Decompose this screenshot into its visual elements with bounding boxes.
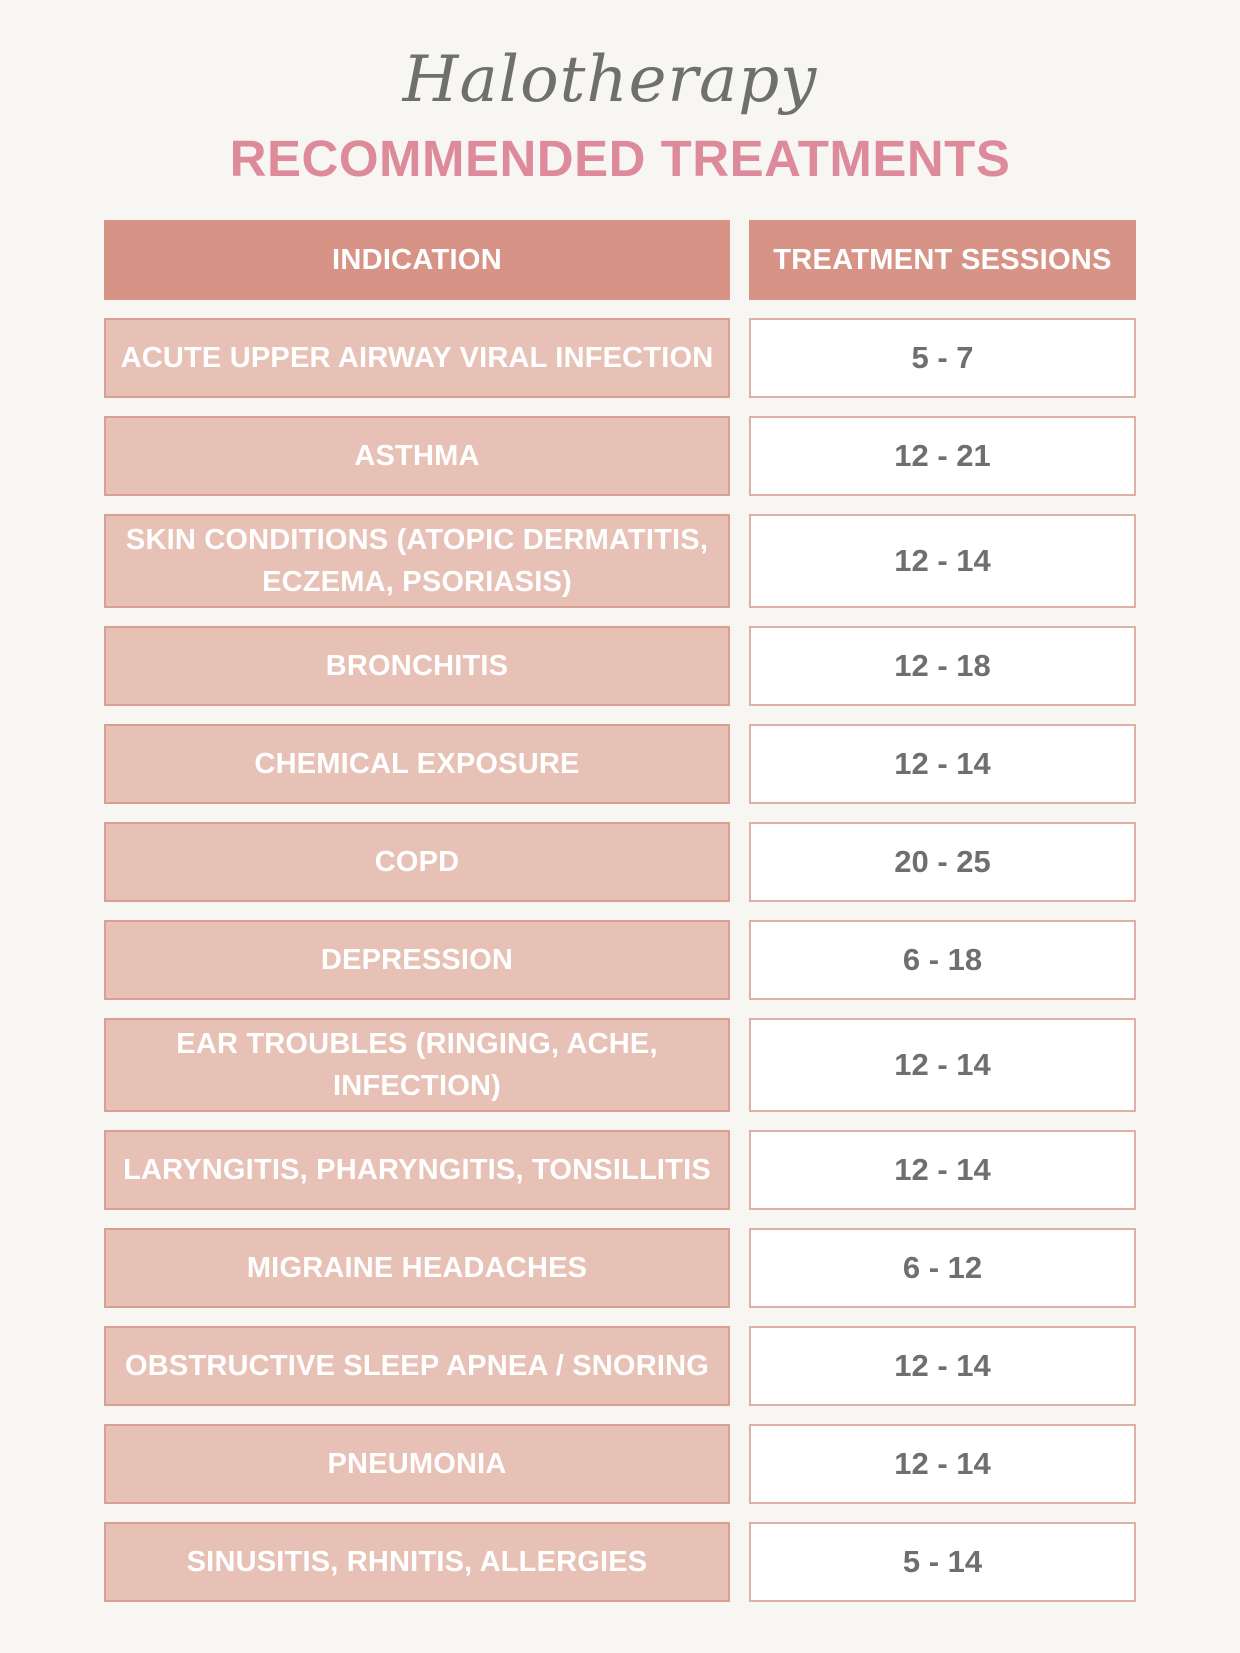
- sessions-cell: 6 - 12: [749, 1228, 1136, 1308]
- script-title: Halotherapy: [402, 43, 818, 117]
- sessions-cell: 5 - 14: [749, 1522, 1136, 1602]
- sessions-cell: 12 - 14: [749, 724, 1136, 804]
- sessions-cell: 12 - 14: [749, 514, 1136, 608]
- sessions-cell: 12 - 14: [749, 1018, 1136, 1112]
- indication-cell: SINUSITIS, RHNITIS, ALLERGIES: [104, 1522, 730, 1602]
- treatments-table: [104, 220, 1136, 1620]
- sessions-cell: 12 - 18: [749, 626, 1136, 706]
- indication-cell: PNEUMONIA: [104, 1424, 730, 1504]
- column-header-sessions: TREATMENT SESSIONS: [749, 220, 1136, 300]
- table-row: [104, 318, 1136, 398]
- table-row: [104, 822, 1136, 902]
- indication-cell: ACUTE UPPER AIRWAY VIRAL INFECTION: [104, 318, 730, 398]
- table-row: [104, 1522, 1136, 1602]
- table-row: [104, 1326, 1136, 1406]
- sessions-cell: 6 - 18: [749, 920, 1136, 1000]
- indication-cell: CHEMICAL EXPOSURE: [104, 724, 730, 804]
- indication-cell: SKIN CONDITIONS (ATOPIC DERMATITIS, ECZEMA, PSORIASIS): [104, 514, 730, 608]
- column-header-indication: INDICATION: [104, 220, 730, 300]
- indication-cell: BRONCHITIS: [104, 626, 730, 706]
- table-row: [104, 416, 1136, 496]
- sessions-cell: 12 - 14: [749, 1326, 1136, 1406]
- sessions-cell: 5 - 7: [749, 318, 1136, 398]
- indication-cell: LARYNGITIS, PHARYNGITIS, TONSILLITIS: [104, 1130, 730, 1210]
- indication-cell: COPD: [104, 822, 730, 902]
- table-row: [104, 1228, 1136, 1308]
- sessions-cell: 20 - 25: [749, 822, 1136, 902]
- indication-cell: DEPRESSION: [104, 920, 730, 1000]
- page-title: RECOMMENDED TREATMENTS: [229, 130, 1011, 187]
- table-row: [104, 1424, 1136, 1504]
- indication-cell: OBSTRUCTIVE SLEEP APNEA / SNORING: [104, 1326, 730, 1406]
- table-row: [104, 514, 1136, 608]
- sessions-cell: 12 - 14: [749, 1130, 1136, 1210]
- table-header-row: [104, 220, 1136, 300]
- table-row: [104, 920, 1136, 1000]
- indication-cell: ASTHMA: [104, 416, 730, 496]
- sessions-cell: 12 - 21: [749, 416, 1136, 496]
- table-row: [104, 1018, 1136, 1112]
- indication-cell: EAR TROUBLES (RINGING, ACHE, INFECTION): [104, 1018, 730, 1112]
- indication-cell: MIGRAINE HEADACHES: [104, 1228, 730, 1308]
- sessions-cell: 12 - 14: [749, 1424, 1136, 1504]
- page-header: [0, 40, 1240, 192]
- table-row: [104, 1130, 1136, 1210]
- table-row: [104, 724, 1136, 804]
- table-row: [104, 626, 1136, 706]
